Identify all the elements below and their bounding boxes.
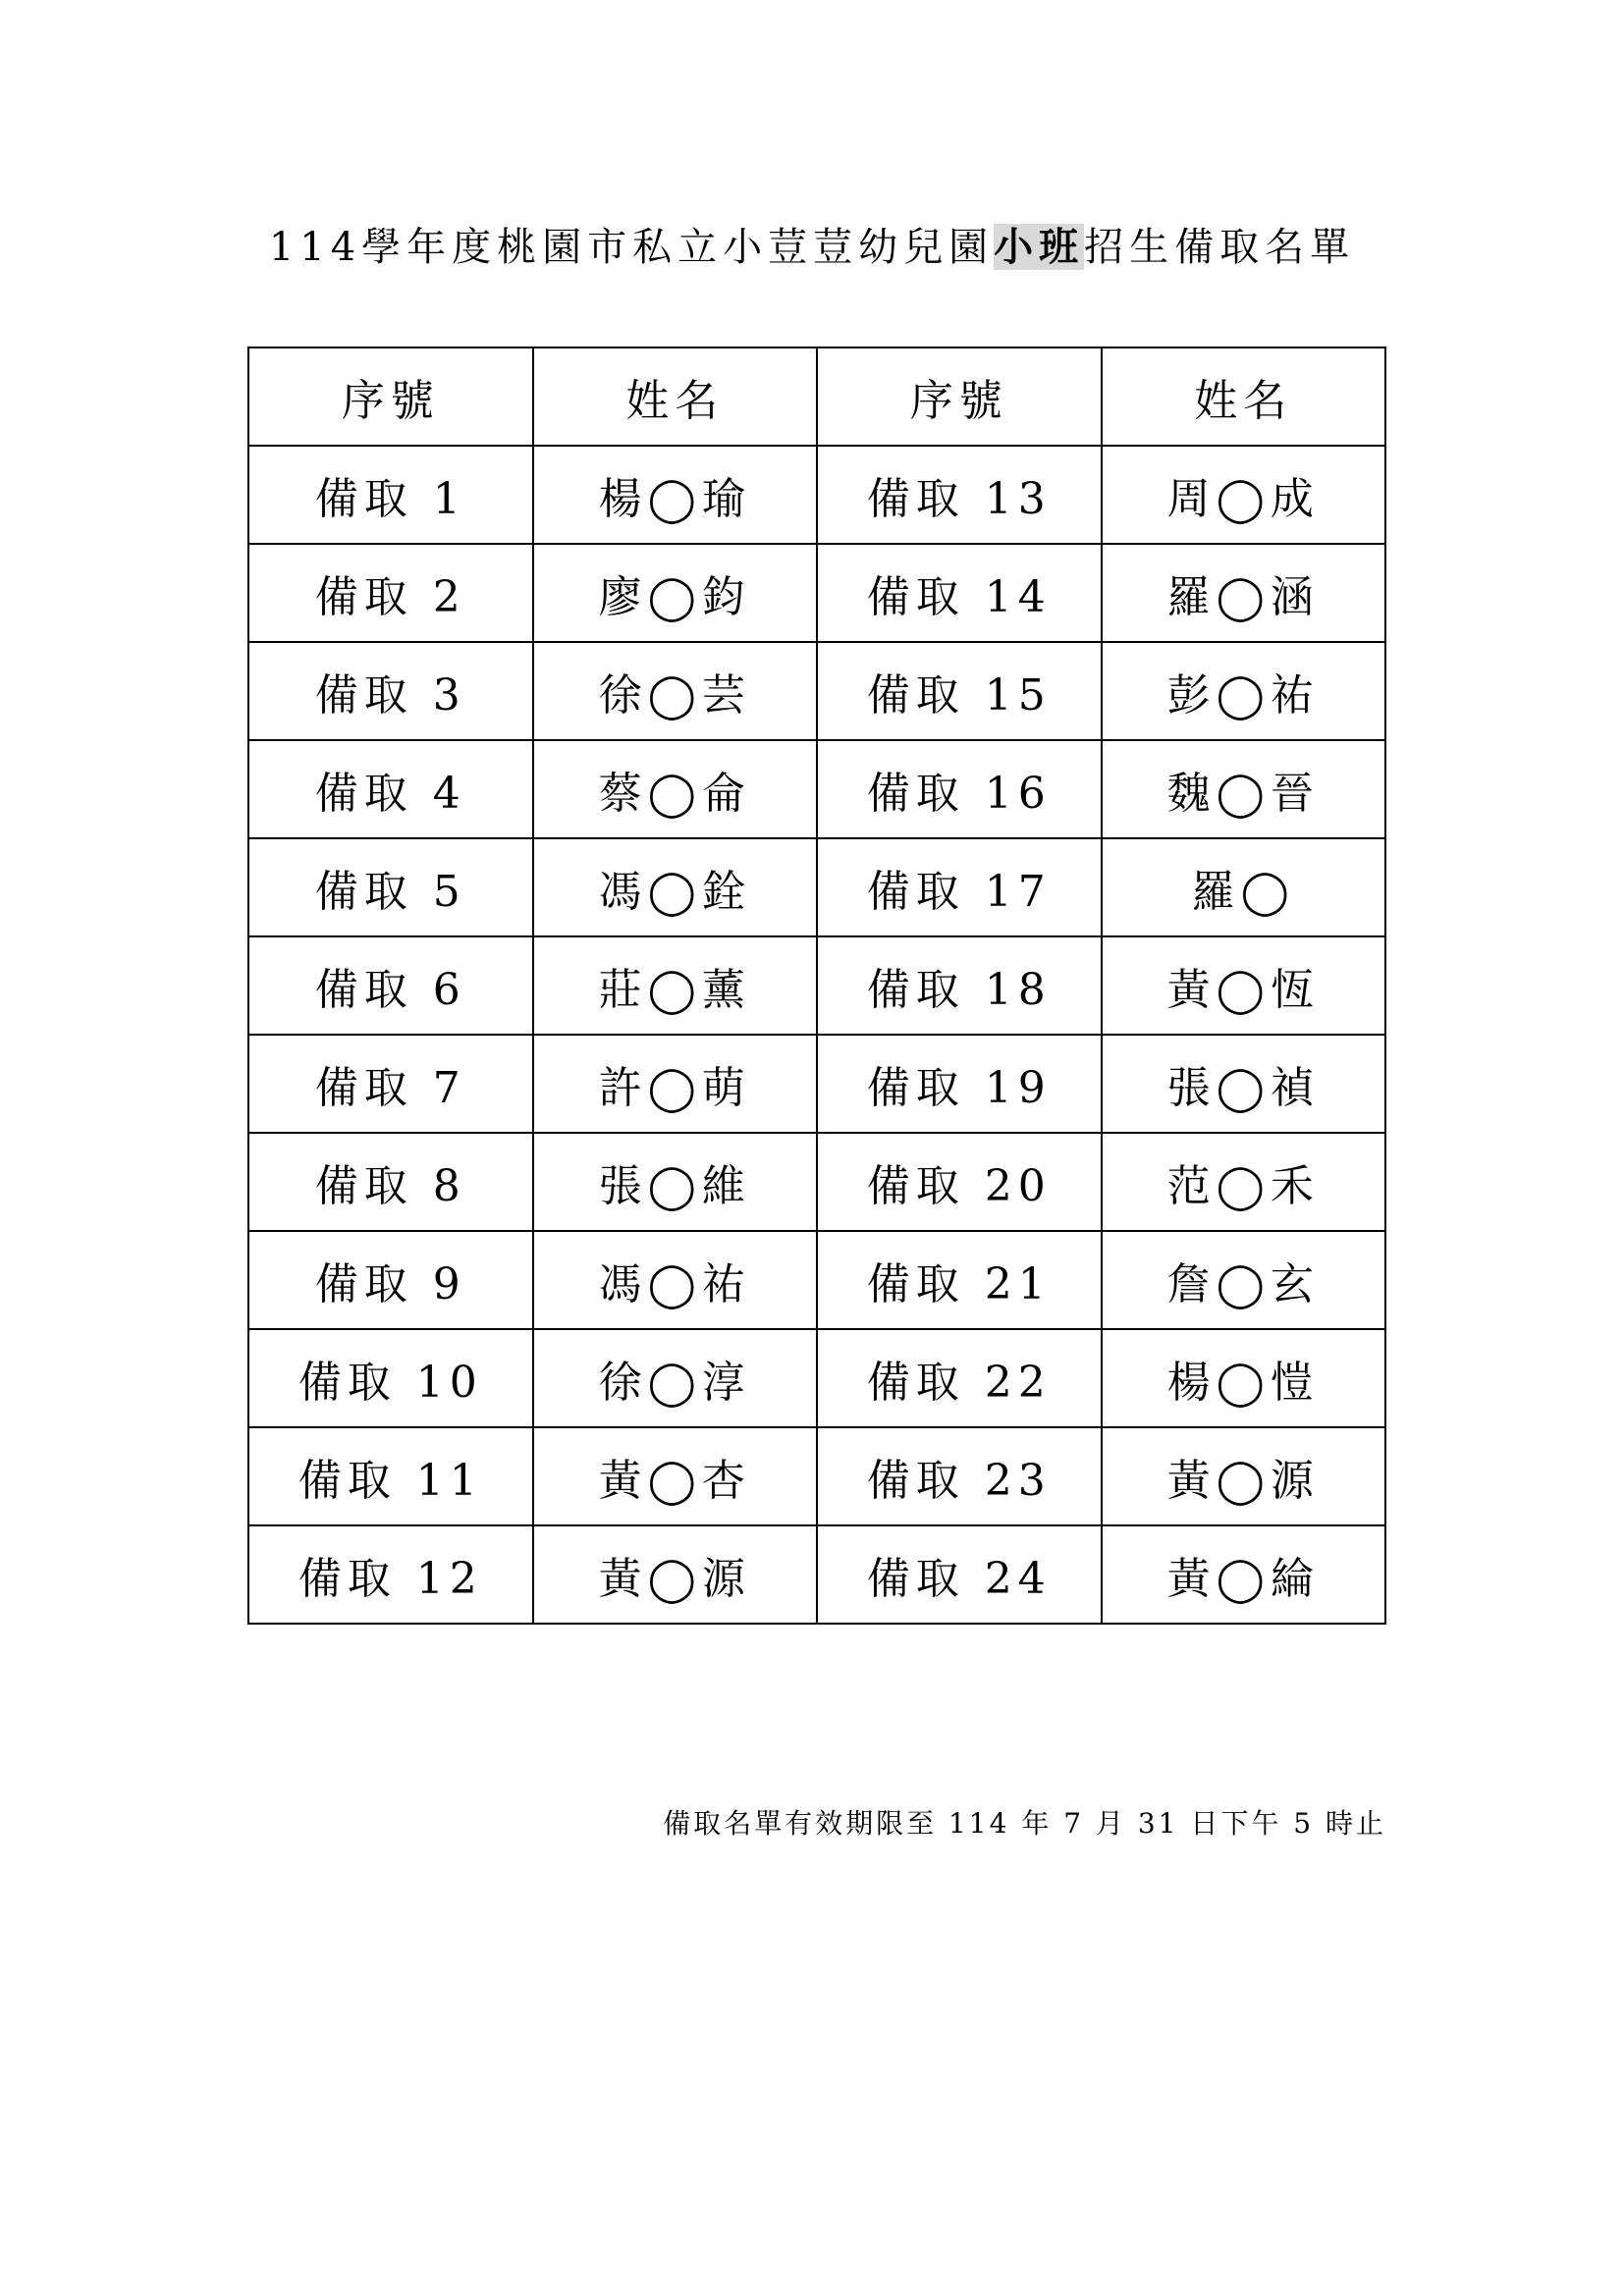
header-name-right: 姓名 bbox=[1102, 347, 1386, 446]
cell-name-left: 廖◯鈞 bbox=[533, 544, 818, 642]
header-name-left: 姓名 bbox=[533, 347, 818, 446]
cell-name-right: 張◯禎 bbox=[1102, 1035, 1386, 1133]
table-body bbox=[248, 446, 1385, 1624]
page-title bbox=[0, 218, 1624, 277]
cell-seq-right: 備取 17 bbox=[817, 838, 1102, 936]
cell-seq-left: 備取 1 bbox=[248, 446, 533, 544]
title-highlight: 小班 bbox=[994, 224, 1085, 270]
cell-seq-left: 備取 7 bbox=[248, 1035, 533, 1133]
cell-seq-right: 備取 13 bbox=[817, 446, 1102, 544]
table-row bbox=[248, 936, 1385, 1035]
header-seq-right: 序號 bbox=[817, 347, 1102, 446]
cell-seq-right: 備取 15 bbox=[817, 642, 1102, 740]
cell-seq-right: 備取 19 bbox=[817, 1035, 1102, 1133]
cell-name-left: 黃◯源 bbox=[533, 1525, 818, 1624]
cell-name-right: 羅◯ bbox=[1102, 838, 1386, 936]
cell-seq-left: 備取 6 bbox=[248, 936, 533, 1035]
cell-seq-right: 備取 23 bbox=[817, 1427, 1102, 1525]
title-suffix: 招生備取名單 bbox=[1084, 225, 1356, 270]
cell-seq-right: 備取 18 bbox=[817, 936, 1102, 1035]
cell-name-right: 羅◯涵 bbox=[1102, 544, 1386, 642]
cell-seq-left: 備取 5 bbox=[248, 838, 533, 936]
table-row bbox=[248, 1525, 1385, 1624]
table-row bbox=[248, 1035, 1385, 1133]
table-row bbox=[248, 740, 1385, 838]
table-header-row bbox=[248, 347, 1385, 446]
table-row bbox=[248, 1329, 1385, 1427]
footer-note: 備取名單有效期限至 114 年 7 月 31 日下午 5 時止 bbox=[663, 1807, 1386, 1840]
cell-seq-right: 備取 21 bbox=[817, 1231, 1102, 1329]
table-row bbox=[248, 446, 1385, 544]
cell-seq-left: 備取 12 bbox=[248, 1525, 533, 1624]
cell-name-right: 詹◯玄 bbox=[1102, 1231, 1386, 1329]
cell-seq-left: 備取 8 bbox=[248, 1133, 533, 1231]
table-row bbox=[248, 838, 1385, 936]
cell-seq-left: 備取 11 bbox=[248, 1427, 533, 1525]
cell-name-right: 黃◯源 bbox=[1102, 1427, 1386, 1525]
cell-name-left: 許◯萌 bbox=[533, 1035, 818, 1133]
table-row bbox=[248, 642, 1385, 740]
table-row bbox=[248, 1427, 1385, 1525]
cell-name-right: 周◯成 bbox=[1102, 446, 1386, 544]
cell-seq-right: 備取 20 bbox=[817, 1133, 1102, 1231]
cell-name-right: 魏◯晉 bbox=[1102, 740, 1386, 838]
waitlist-table bbox=[247, 347, 1386, 1625]
header-seq-left: 序號 bbox=[248, 347, 533, 446]
table-row bbox=[248, 1133, 1385, 1231]
cell-name-left: 蔡◯侖 bbox=[533, 740, 818, 838]
title-prefix: 114學年度桃園市私立小荳荳幼兒園 bbox=[268, 225, 995, 270]
cell-name-left: 黃◯杏 bbox=[533, 1427, 818, 1525]
cell-seq-left: 備取 10 bbox=[248, 1329, 533, 1427]
cell-seq-right: 備取 22 bbox=[817, 1329, 1102, 1427]
cell-name-left: 徐◯淳 bbox=[533, 1329, 818, 1427]
cell-seq-left: 備取 9 bbox=[248, 1231, 533, 1329]
cell-name-right: 黃◯恆 bbox=[1102, 936, 1386, 1035]
cell-name-left: 馮◯祐 bbox=[533, 1231, 818, 1329]
cell-name-right: 黃◯綸 bbox=[1102, 1525, 1386, 1624]
table-row bbox=[248, 544, 1385, 642]
cell-name-left: 馮◯銓 bbox=[533, 838, 818, 936]
cell-seq-left: 備取 3 bbox=[248, 642, 533, 740]
cell-name-left: 楊◯瑜 bbox=[533, 446, 818, 544]
cell-seq-left: 備取 2 bbox=[248, 544, 533, 642]
cell-seq-left: 備取 4 bbox=[248, 740, 533, 838]
cell-seq-right: 備取 16 bbox=[817, 740, 1102, 838]
table-row bbox=[248, 1231, 1385, 1329]
cell-name-right: 彭◯祐 bbox=[1102, 642, 1386, 740]
cell-name-right: 范◯禾 bbox=[1102, 1133, 1386, 1231]
cell-name-right: 楊◯愷 bbox=[1102, 1329, 1386, 1427]
cell-name-left: 徐◯芸 bbox=[533, 642, 818, 740]
cell-seq-right: 備取 24 bbox=[817, 1525, 1102, 1624]
cell-name-left: 莊◯薰 bbox=[533, 936, 818, 1035]
cell-name-left: 張◯維 bbox=[533, 1133, 818, 1231]
cell-seq-right: 備取 14 bbox=[817, 544, 1102, 642]
